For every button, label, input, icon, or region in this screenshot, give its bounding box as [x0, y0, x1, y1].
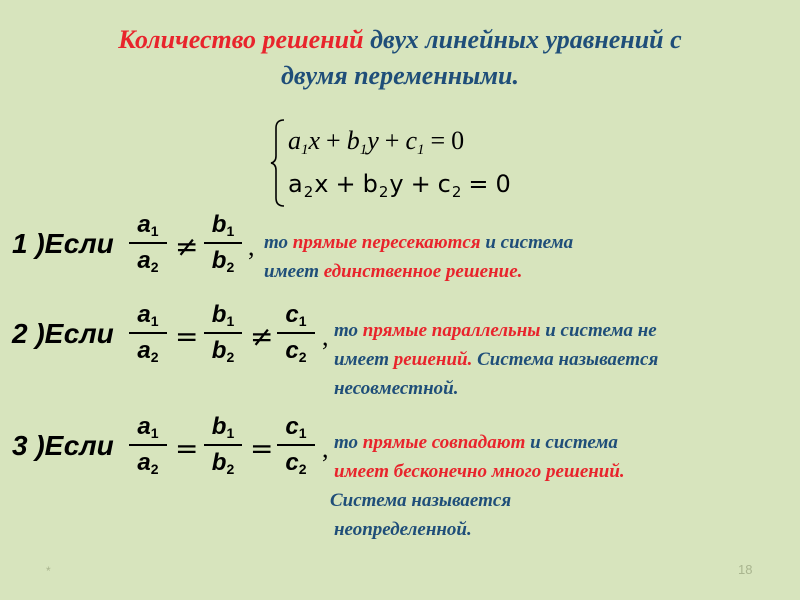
- fraction-denominator: $b_2$: [211, 247, 235, 275]
- fraction-denominator: $c_2$: [285, 337, 307, 365]
- eq1-c-sub: 1: [416, 142, 425, 158]
- note-line: то прямые пересекаются и система: [264, 232, 574, 253]
- condition-1-note: [264, 228, 573, 286]
- fraction-bar: [204, 444, 242, 446]
- condition-3-note-continued: [330, 486, 511, 544]
- eq2-b-sub: 2: [378, 183, 390, 201]
- fraction-c1-c2: [275, 300, 317, 366]
- equation-2: [288, 170, 512, 201]
- condition-3: [12, 412, 337, 492]
- fraction-bar: [277, 444, 315, 446]
- eq1-b: b: [346, 126, 360, 155]
- note-line: то прямые параллельны и система не: [334, 320, 657, 341]
- condition-2: [12, 300, 337, 380]
- comma: ,: [322, 434, 329, 463]
- fraction-numerator: $c_1$: [285, 301, 307, 329]
- eq1-c: c: [405, 126, 417, 155]
- eq2-c-sub: 2: [451, 183, 463, 201]
- condition-3-note: [334, 428, 625, 486]
- equation-system: [270, 118, 560, 208]
- fraction-denominator: $b_2$: [211, 449, 235, 477]
- fraction-bar: [129, 332, 167, 334]
- eq2-b: b: [362, 170, 379, 198]
- eq1-plus-1: +: [326, 126, 341, 155]
- page-number: 18: [738, 562, 753, 577]
- not-equal-sign: ≠: [175, 230, 199, 263]
- left-brace-icon: [270, 118, 288, 208]
- condition-1: [12, 210, 262, 290]
- condition-1-label: 1 )Если: [12, 228, 114, 259]
- eq2-y: y: [389, 170, 405, 198]
- not-equal-sign: ≠: [250, 320, 274, 353]
- eq1-a-sub: 1: [301, 142, 309, 158]
- note-line: имеет бесконечно много решений.: [334, 461, 625, 482]
- fraction-bar: [204, 332, 242, 334]
- note-line: то прямые совпадают и система: [334, 432, 618, 453]
- fraction-denominator: $c_2$: [285, 449, 307, 477]
- eq2-a-sub: 2: [303, 183, 315, 201]
- eq1-a: a: [288, 126, 301, 155]
- eq2-plus-1: +: [335, 170, 357, 198]
- condition-2-note: [334, 316, 658, 403]
- fraction-a1-a2: [127, 412, 169, 478]
- fraction-b1-b2: [202, 300, 244, 366]
- fraction-bar: [129, 242, 167, 244]
- note-line: имеет единственное решение.: [264, 261, 523, 282]
- note-line: неопределенной.: [334, 519, 472, 540]
- equal-sign: =: [175, 432, 199, 465]
- fraction-numerator: $b_1$: [211, 301, 235, 329]
- fraction-b1-b2: [202, 412, 244, 478]
- eq2-plus-2: +: [410, 170, 432, 198]
- eq1-y: y: [367, 126, 379, 155]
- fraction-c1-c2: [275, 412, 317, 478]
- eq1-equals: =: [430, 126, 446, 155]
- note-line: несовместной.: [334, 378, 459, 399]
- fraction-numerator: $a_1$: [137, 301, 159, 329]
- fraction-numerator: $b_1$: [211, 211, 235, 239]
- fraction-bar: [277, 332, 315, 334]
- condition-3-label: 3 )Если: [12, 430, 114, 461]
- fraction-a1-a2: [127, 300, 169, 366]
- footer-marker: *: [46, 564, 51, 578]
- equation-1: [288, 126, 464, 159]
- eq1-plus-2: +: [384, 126, 400, 155]
- fraction-numerator: $a_1$: [137, 211, 159, 239]
- comma: ,: [322, 322, 329, 351]
- note-line: имеет решений. Система называется: [334, 349, 659, 370]
- eq1-b-sub: 1: [359, 142, 368, 158]
- slide-title: [20, 22, 780, 94]
- fraction-denominator: $a_2$: [137, 449, 159, 477]
- fraction-numerator: $c_1$: [285, 413, 307, 441]
- eq2-equals: =: [468, 170, 490, 198]
- eq2-a: a: [288, 170, 304, 198]
- fraction-denominator: $a_2$: [137, 247, 159, 275]
- equal-sign: =: [250, 432, 274, 465]
- eq1-x: x: [308, 126, 321, 155]
- title-blue-part: двух линейных уравнений с: [363, 25, 682, 54]
- eq2-x: x: [314, 170, 330, 198]
- title-line-2: двумя переменными.: [280, 61, 520, 90]
- fraction-bar: [204, 242, 242, 244]
- fraction-denominator: $a_2$: [137, 337, 159, 365]
- fraction-numerator: $b_1$: [211, 413, 235, 441]
- equal-sign: =: [175, 320, 199, 353]
- eq2-c: c: [437, 170, 452, 198]
- fraction-a1-a2: [127, 210, 169, 276]
- eq2-zero: 0: [495, 170, 512, 198]
- eq1-zero: 0: [451, 126, 465, 155]
- comma: ,: [248, 232, 255, 261]
- note-line: Система называется: [330, 490, 512, 511]
- fraction-denominator: $b_2$: [211, 337, 235, 365]
- fraction-bar: [129, 444, 167, 446]
- title-red-part: Количество решений: [118, 25, 364, 54]
- condition-2-label: 2 )Если: [12, 318, 114, 349]
- title-line-1: [20, 22, 780, 58]
- fraction-numerator: $a_1$: [137, 413, 159, 441]
- fraction-b1-b2: [202, 210, 244, 276]
